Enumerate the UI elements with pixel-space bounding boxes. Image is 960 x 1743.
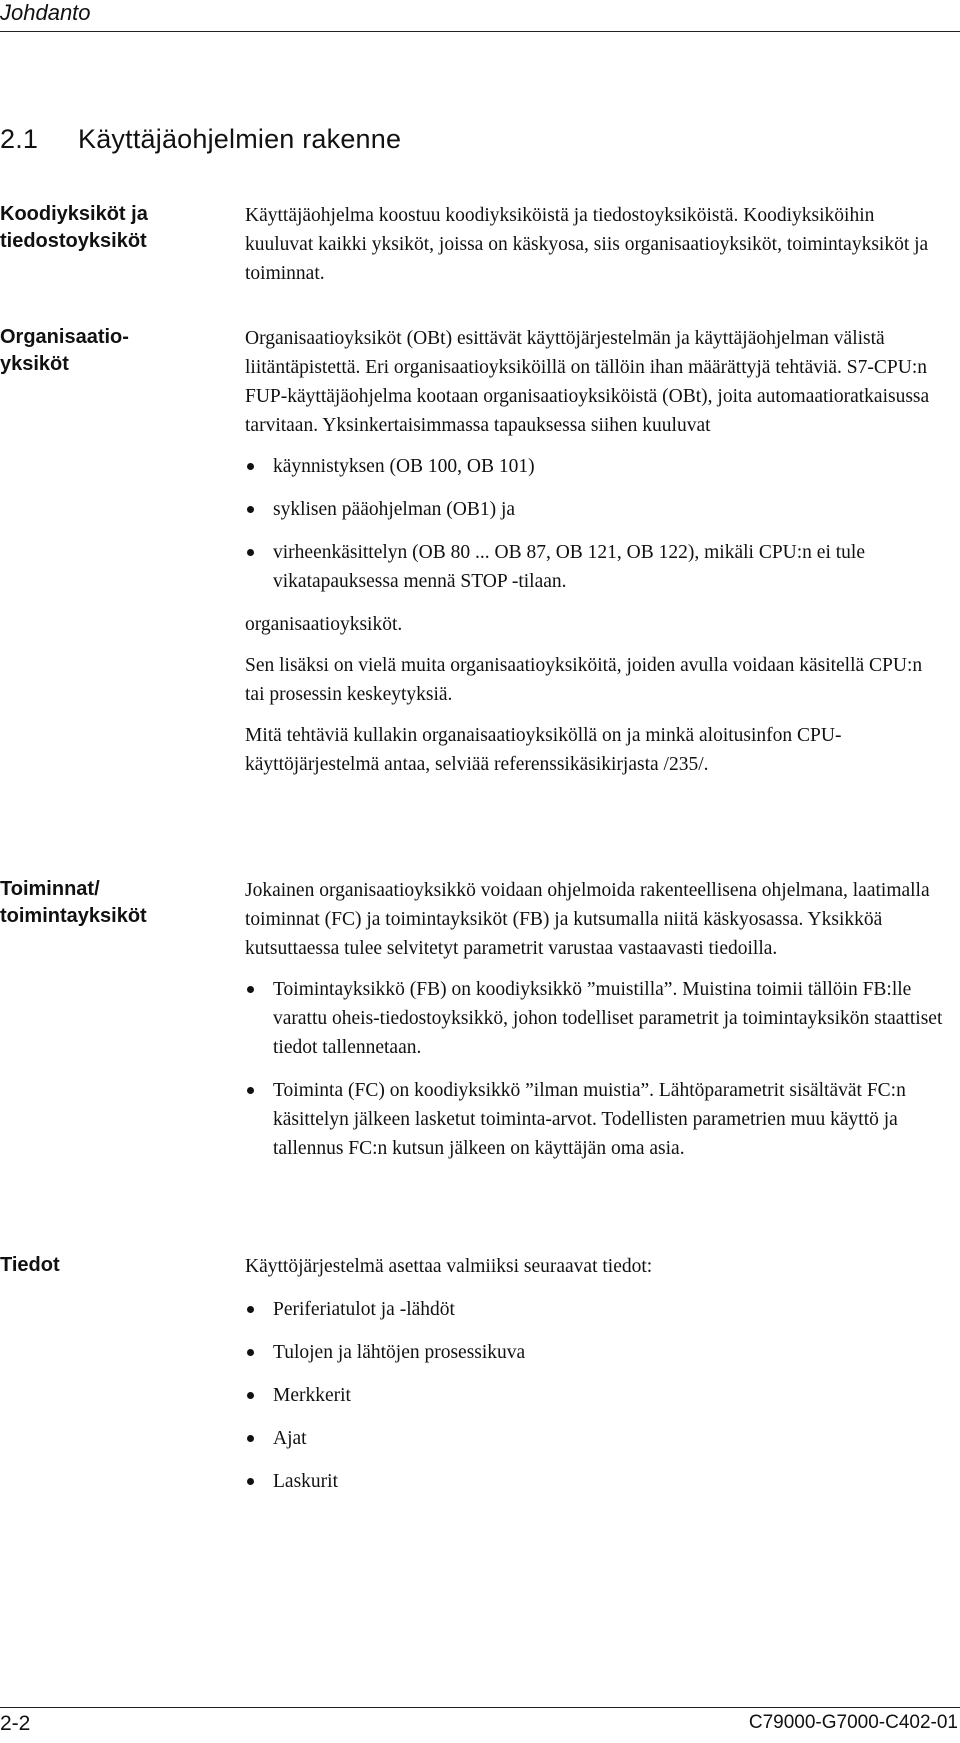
bullet-list <box>245 1295 945 1496</box>
list-item <box>245 1295 945 1324</box>
body-koodiyksikot <box>245 201 945 300</box>
header-rule <box>0 31 960 32</box>
section-number: 2.1 <box>0 124 39 154</box>
bullet-icon <box>247 1392 254 1399</box>
chapter-header: Johdanto <box>0 0 91 25</box>
label-line: tiedostoyksiköt <box>0 230 147 252</box>
body-toiminnat <box>245 876 945 1177</box>
paragraph: Jokainen organisaatioyksikkö voidaan ohjelmoida rakenteellisena ohjelmana, laatimalla toiminnat (FC) ja toimintayksiköt (FB) ja kutsumalla niitä käskyosassa. Yksikköä kutsuttaessa tulee selvitetyt parametrit varustaa vastaavasti tiedoilla. <box>245 880 930 959</box>
list-item <box>245 495 945 524</box>
body-tiedot <box>245 1252 945 1510</box>
document-id: C79000-G7000-C402-01 <box>748 1712 958 1733</box>
label-line: toimintayksiköt <box>0 905 147 927</box>
bullet-icon <box>247 549 254 556</box>
label-line: Koodiyksiköt ja <box>0 203 148 225</box>
list-item <box>245 452 945 481</box>
paragraph: Mitä tehtäviä kullakin organaisaatioyksiköllä on ja minkä aloitusinfon CPU-käyttöjärjestelmä antaa, selviää referenssikäsikirjasta /235/. <box>245 725 842 775</box>
list-item <box>245 1381 945 1410</box>
bullet-list <box>245 975 945 1163</box>
list-item-text: Toimintayksikkö (FB) on koodiyksikkö ”muistilla”. Muistina toimii tällöin FB:lle varattu oheis-tiedostoyksikkö, johon todelliset parametrit ja toimintayksikön staattiset tiedot tallennetaan. <box>273 979 943 1058</box>
paragraph: organisaatioyksiköt. <box>245 614 403 635</box>
label-line: Tiedot <box>0 1254 60 1276</box>
list-item-text: Merkkerit <box>273 1385 351 1406</box>
bullet-icon <box>247 986 254 993</box>
paragraph: Käyttöjärjestelmä asettaa valmiiksi seuraavat tiedot: <box>245 1256 653 1277</box>
footer-rule <box>0 1707 960 1708</box>
bullet-icon <box>247 1349 254 1356</box>
paragraph: Käyttäjäohjelma koostuu koodiyksiköistä ja tiedostoyksiköistä. Koodiyksiköihin kuuluvat kaikki yksiköt, joissa on käskyosa, siis organisaatioyksiköt, toimintayksiköt ja toiminnat. <box>245 205 929 284</box>
margin-label-toiminnat <box>0 876 200 930</box>
list-item-text: syklisen pääohjelman (OB1) ja <box>273 499 516 520</box>
list-item-text: Periferiatulot ja -lähdöt <box>273 1299 455 1320</box>
label-line: yksiköt <box>0 353 69 375</box>
list-item-text: Toiminta (FC) on koodiyksikkö ”ilman muistia”. Lähtöparametrit sisältävät FC:n käsittelyn jälkeen lasketut toiminta-arvot. Todellisten parametrien muu käyttö ja tallennus FC:n kutsun jälkeen on käyttäjän oma asia. <box>273 1080 906 1159</box>
margin-label-organisaatioyksikot <box>0 324 200 378</box>
list-item <box>245 1467 945 1496</box>
section-title <box>0 124 401 155</box>
list-item <box>245 538 945 596</box>
list-item-text: Tulojen ja lähtöjen prosessikuva <box>273 1342 526 1363</box>
list-item-text: Laskurit <box>273 1471 338 1492</box>
section-title-text: Käyttäjäohjelmien rakenne <box>78 124 402 154</box>
bullet-icon <box>247 1306 254 1313</box>
list-item <box>245 975 945 1062</box>
label-line: Toiminnat/ <box>0 878 100 900</box>
list-item-text: Ajat <box>273 1428 307 1449</box>
paragraph: Sen lisäksi on vielä muita organisaatioyksiköitä, joiden avulla voidaan käsitellä CPU:n tai prosessin keskeytyksiä. <box>245 655 923 705</box>
bullet-icon <box>247 506 254 513</box>
bullet-icon <box>247 463 254 470</box>
margin-label-koodiyksikot <box>0 201 200 255</box>
list-item <box>245 1424 945 1453</box>
margin-label-tiedot <box>0 1252 200 1279</box>
page-number: 2-2 <box>0 1712 31 1735</box>
bullet-list <box>245 452 945 596</box>
list-item <box>245 1076 945 1163</box>
bullet-icon <box>247 1435 254 1442</box>
list-item <box>245 1338 945 1367</box>
paragraph: Organisaatioyksiköt (OBt) esittävät käyttöjärjestelmän ja käyttäjäohjelman välistä liitäntäpistettä. Eri organisaatioyksiköillä on tällöin ihan määrättyjä tehtäviä. S7-CPU:n FUP-käyttäjäohjelma kootaan organisaatioyksiköistä (OBt), joita automaatioratkaisussa tarvitaan. Yksinkertaisimmassa tapauksessa siihen kuuluvat <box>245 328 930 436</box>
bullet-icon <box>247 1087 254 1094</box>
bullet-icon <box>247 1478 254 1485</box>
list-item-text: virheenkäsittelyn (OB 80 ... OB 87, OB 121, OB 122), mikäli CPU:n ei tule vikatapauksessa mennä STOP -tilaan. <box>273 542 865 592</box>
body-organisaatioyksikot <box>245 324 945 791</box>
list-item-text: käynnistyksen (OB 100, OB 101) <box>273 456 535 477</box>
label-line: Organisaatio- <box>0 326 129 348</box>
